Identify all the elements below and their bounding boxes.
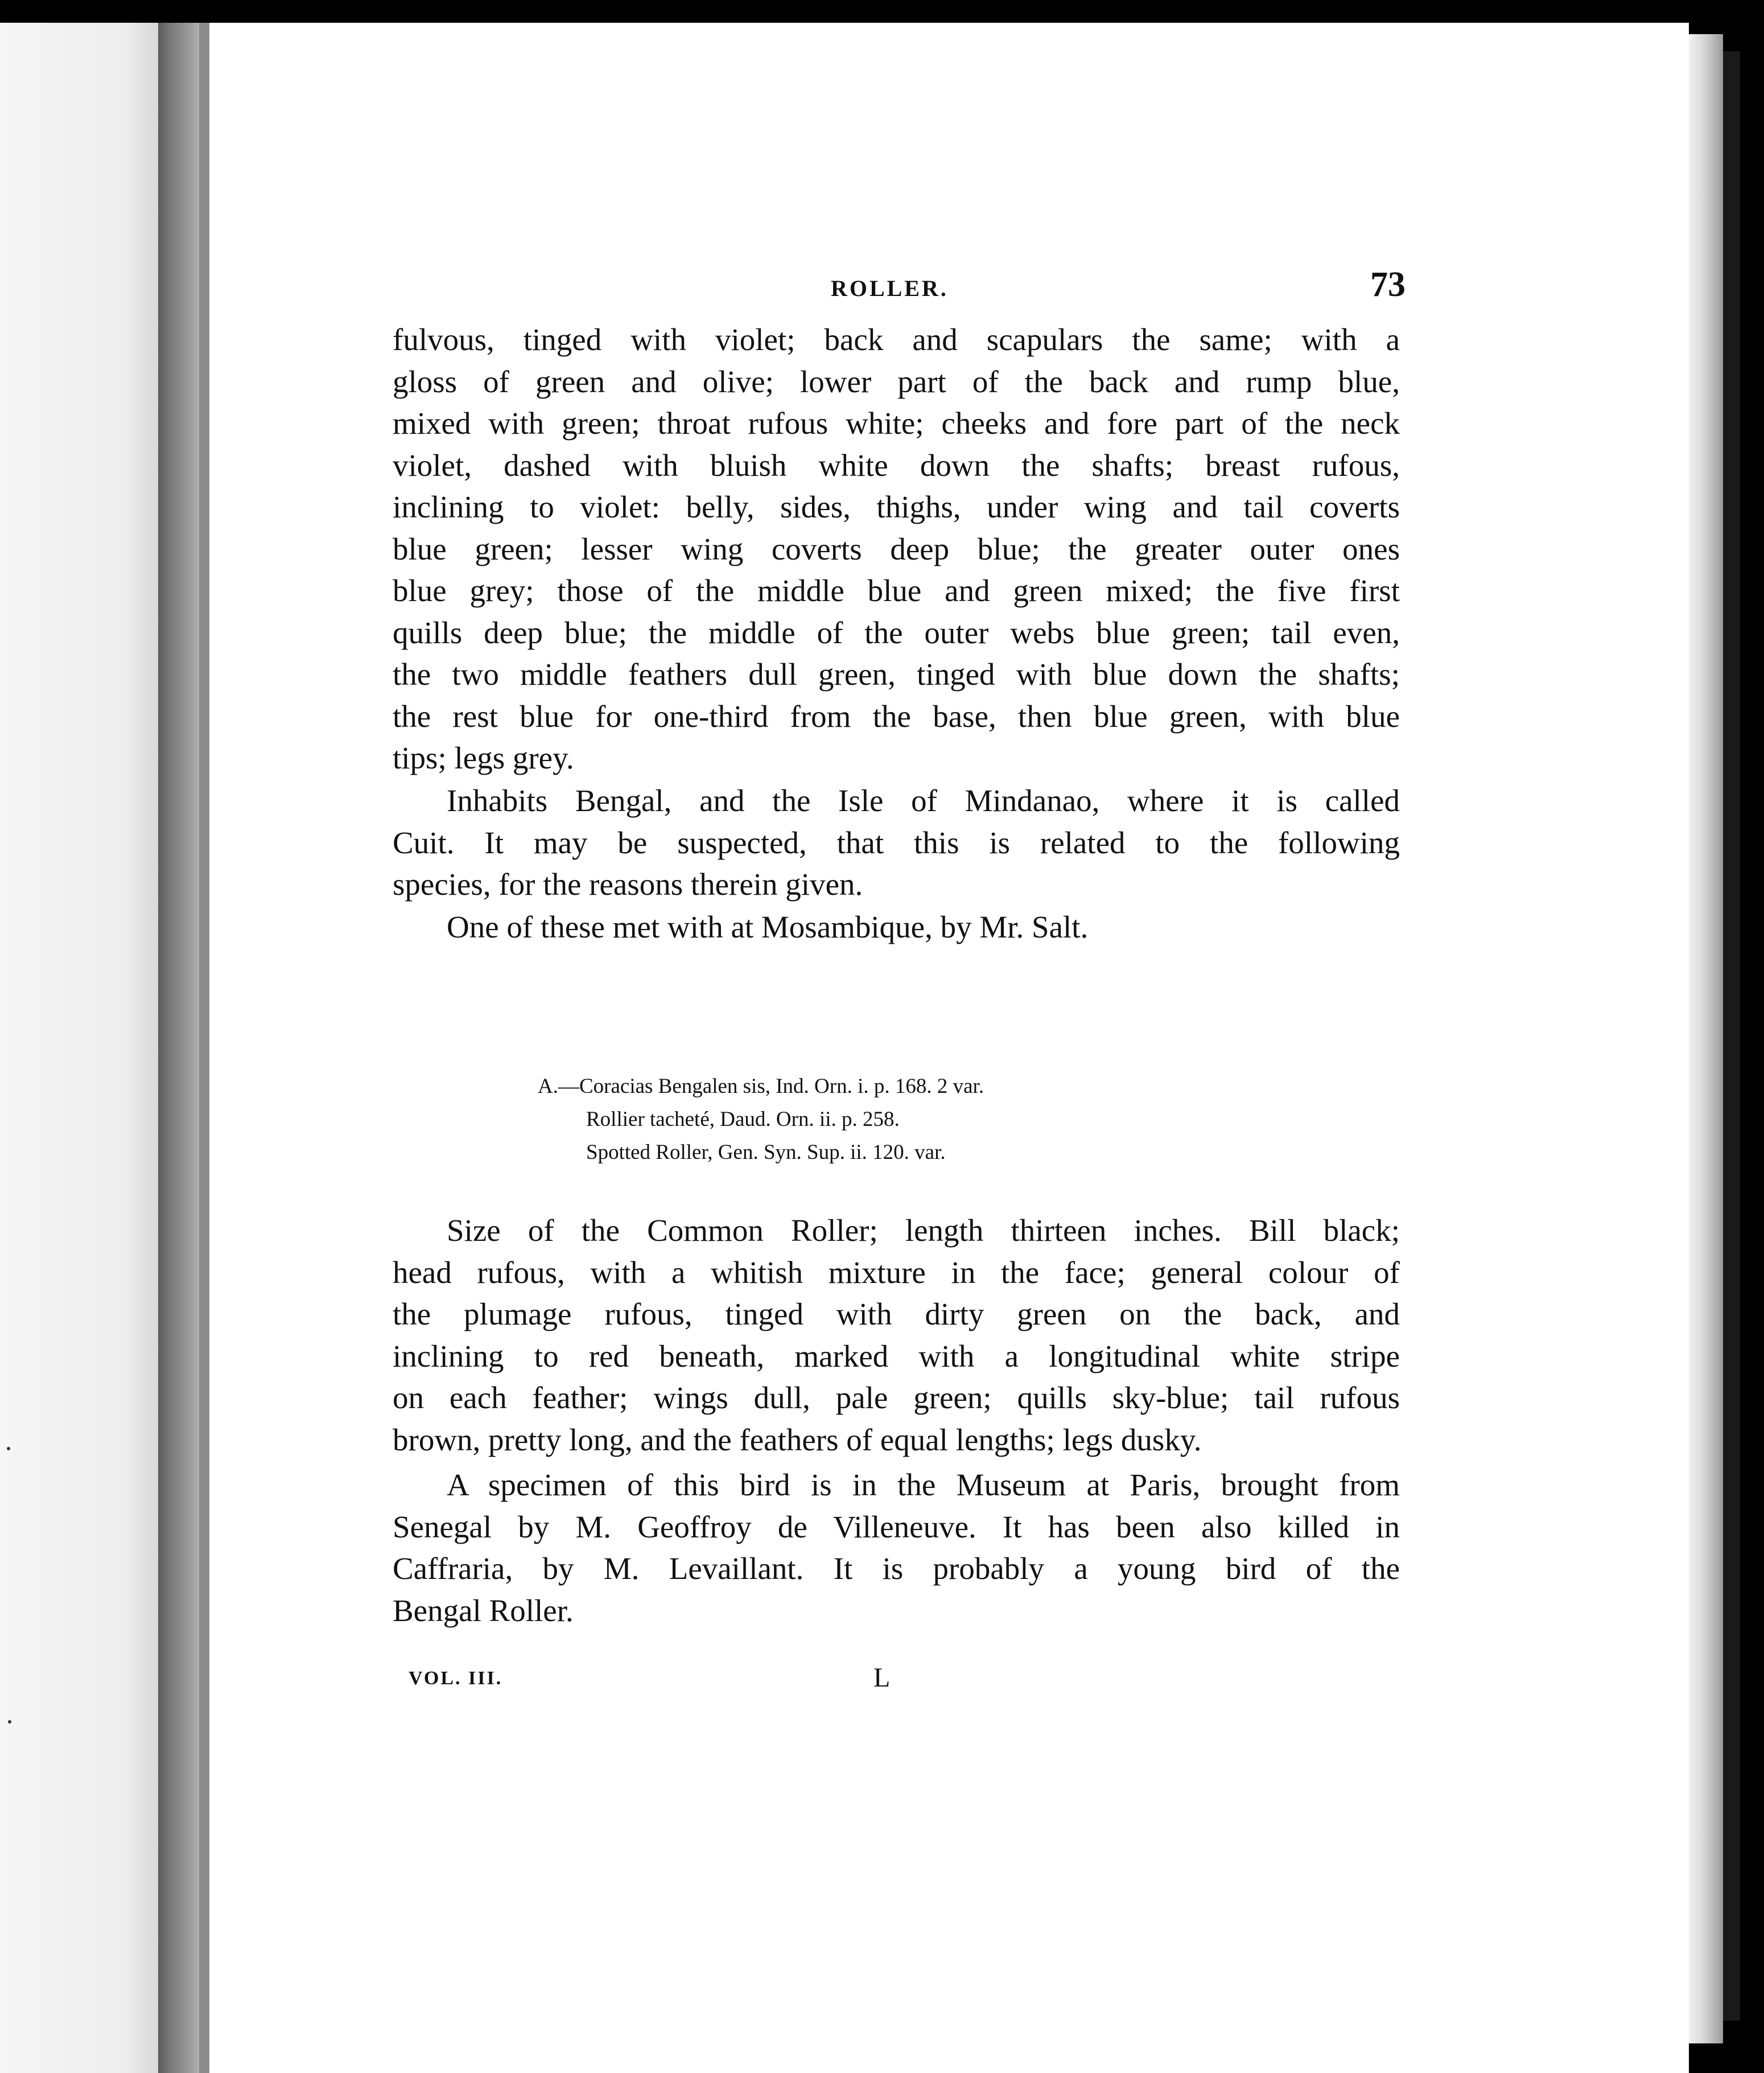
paragraph-mosambique <box>393 906 1400 948</box>
paragraph-size-description <box>393 1210 1400 1461</box>
text-line: on each feather; wings dull, pale green; quills sky-blue; tail rufous <box>393 1380 1400 1415</box>
page-speck <box>7 1447 10 1450</box>
text-line: the two middle feathers dull green, tinged with blue down the shafts; <box>393 657 1400 692</box>
gutter-shadow <box>199 23 211 2073</box>
text-line: Senegal by M. Geoffroy de Villeneuve. It has been also killed in <box>393 1509 1400 1544</box>
text-line: violet, dashed with bluish white down the shafts; breast rufous, <box>393 447 1400 483</box>
signature-mark: L <box>873 1663 891 1693</box>
text-line: species, for the reasons therein given. <box>393 867 863 902</box>
text-line: blue green; lesser wing coverts deep blue; the greater outer ones <box>393 531 1400 566</box>
volume-marker: VOL. III. <box>409 1668 503 1689</box>
text-line: the rest blue for one-third from the base, then blue green, with blue <box>393 698 1400 734</box>
page-stack-edge <box>1689 34 1723 2043</box>
text-line: head rufous, with a whitish mixture in the face; general colour of <box>393 1255 1400 1290</box>
paragraph-description-continued <box>393 319 1400 779</box>
text-line: Caffraria, by M. Levaillant. It is probably a young bird of the <box>393 1551 1400 1586</box>
text-line: One of these met with at Mosambique, by Mr. Salt. <box>447 910 1089 944</box>
paragraph-specimen <box>393 1464 1400 1631</box>
page-speck <box>8 1720 11 1724</box>
text-line: quills deep blue; the middle of the outer webs blue green; tail even, <box>393 615 1400 650</box>
citation-line: A.—Coracias Bengalen sis, Ind. Orn. i. p. 168. 2 var. <box>538 1075 984 1098</box>
text-line: Inhabits Bengal, and the Isle of Mindanao, where it is called <box>447 783 1400 818</box>
text-line: tips; legs grey. <box>393 741 574 775</box>
citation-line: Spotted Roller, Gen. Syn. Sup. ii. 120. var. <box>586 1141 946 1164</box>
page-header <box>393 265 1406 310</box>
text-line: Size of the Common Roller; length thirteen inches. Bill black; <box>447 1213 1400 1248</box>
page-number: 73 <box>1370 265 1406 304</box>
running-title: ROLLER. <box>831 275 949 301</box>
text-line: brown, pretty long, and the feathers of equal lengths; legs dusky. <box>393 1422 1202 1457</box>
text-line: mixed with green; throat rufous white; cheeks and fore part of the neck <box>393 406 1400 441</box>
text-line: the plumage rufous, tinged with dirty green on the back, and <box>393 1297 1400 1331</box>
citation-line: Rollier tacheté, Daud. Orn. ii. p. 258. <box>586 1108 900 1131</box>
text-line: Bengal Roller. <box>393 1593 574 1628</box>
text-line: gloss of green and olive; lower part of the back and rump blue, <box>393 364 1400 399</box>
paragraph-habitat <box>393 780 1400 906</box>
text-line: A specimen of this bird is in the Museum at Paris, brought from <box>447 1467 1400 1502</box>
text-line: Cuit. It may be suspected, that this is related to the following <box>393 825 1400 860</box>
text-line: inclining to red beneath, marked with a longitudinal white stripe <box>393 1338 1400 1373</box>
left-page-edge <box>0 23 158 2073</box>
species-citations <box>538 1070 984 1169</box>
text-line: fulvous, tinged with violet; back and scapulars the same; with a <box>393 322 1400 357</box>
page-stack-shadow <box>1723 51 1740 2021</box>
text-line: inclining to violet: belly, sides, thighs, under wing and tail coverts <box>393 490 1400 524</box>
text-line: blue grey; those of the middle blue and green mixed; the five first <box>393 573 1400 608</box>
